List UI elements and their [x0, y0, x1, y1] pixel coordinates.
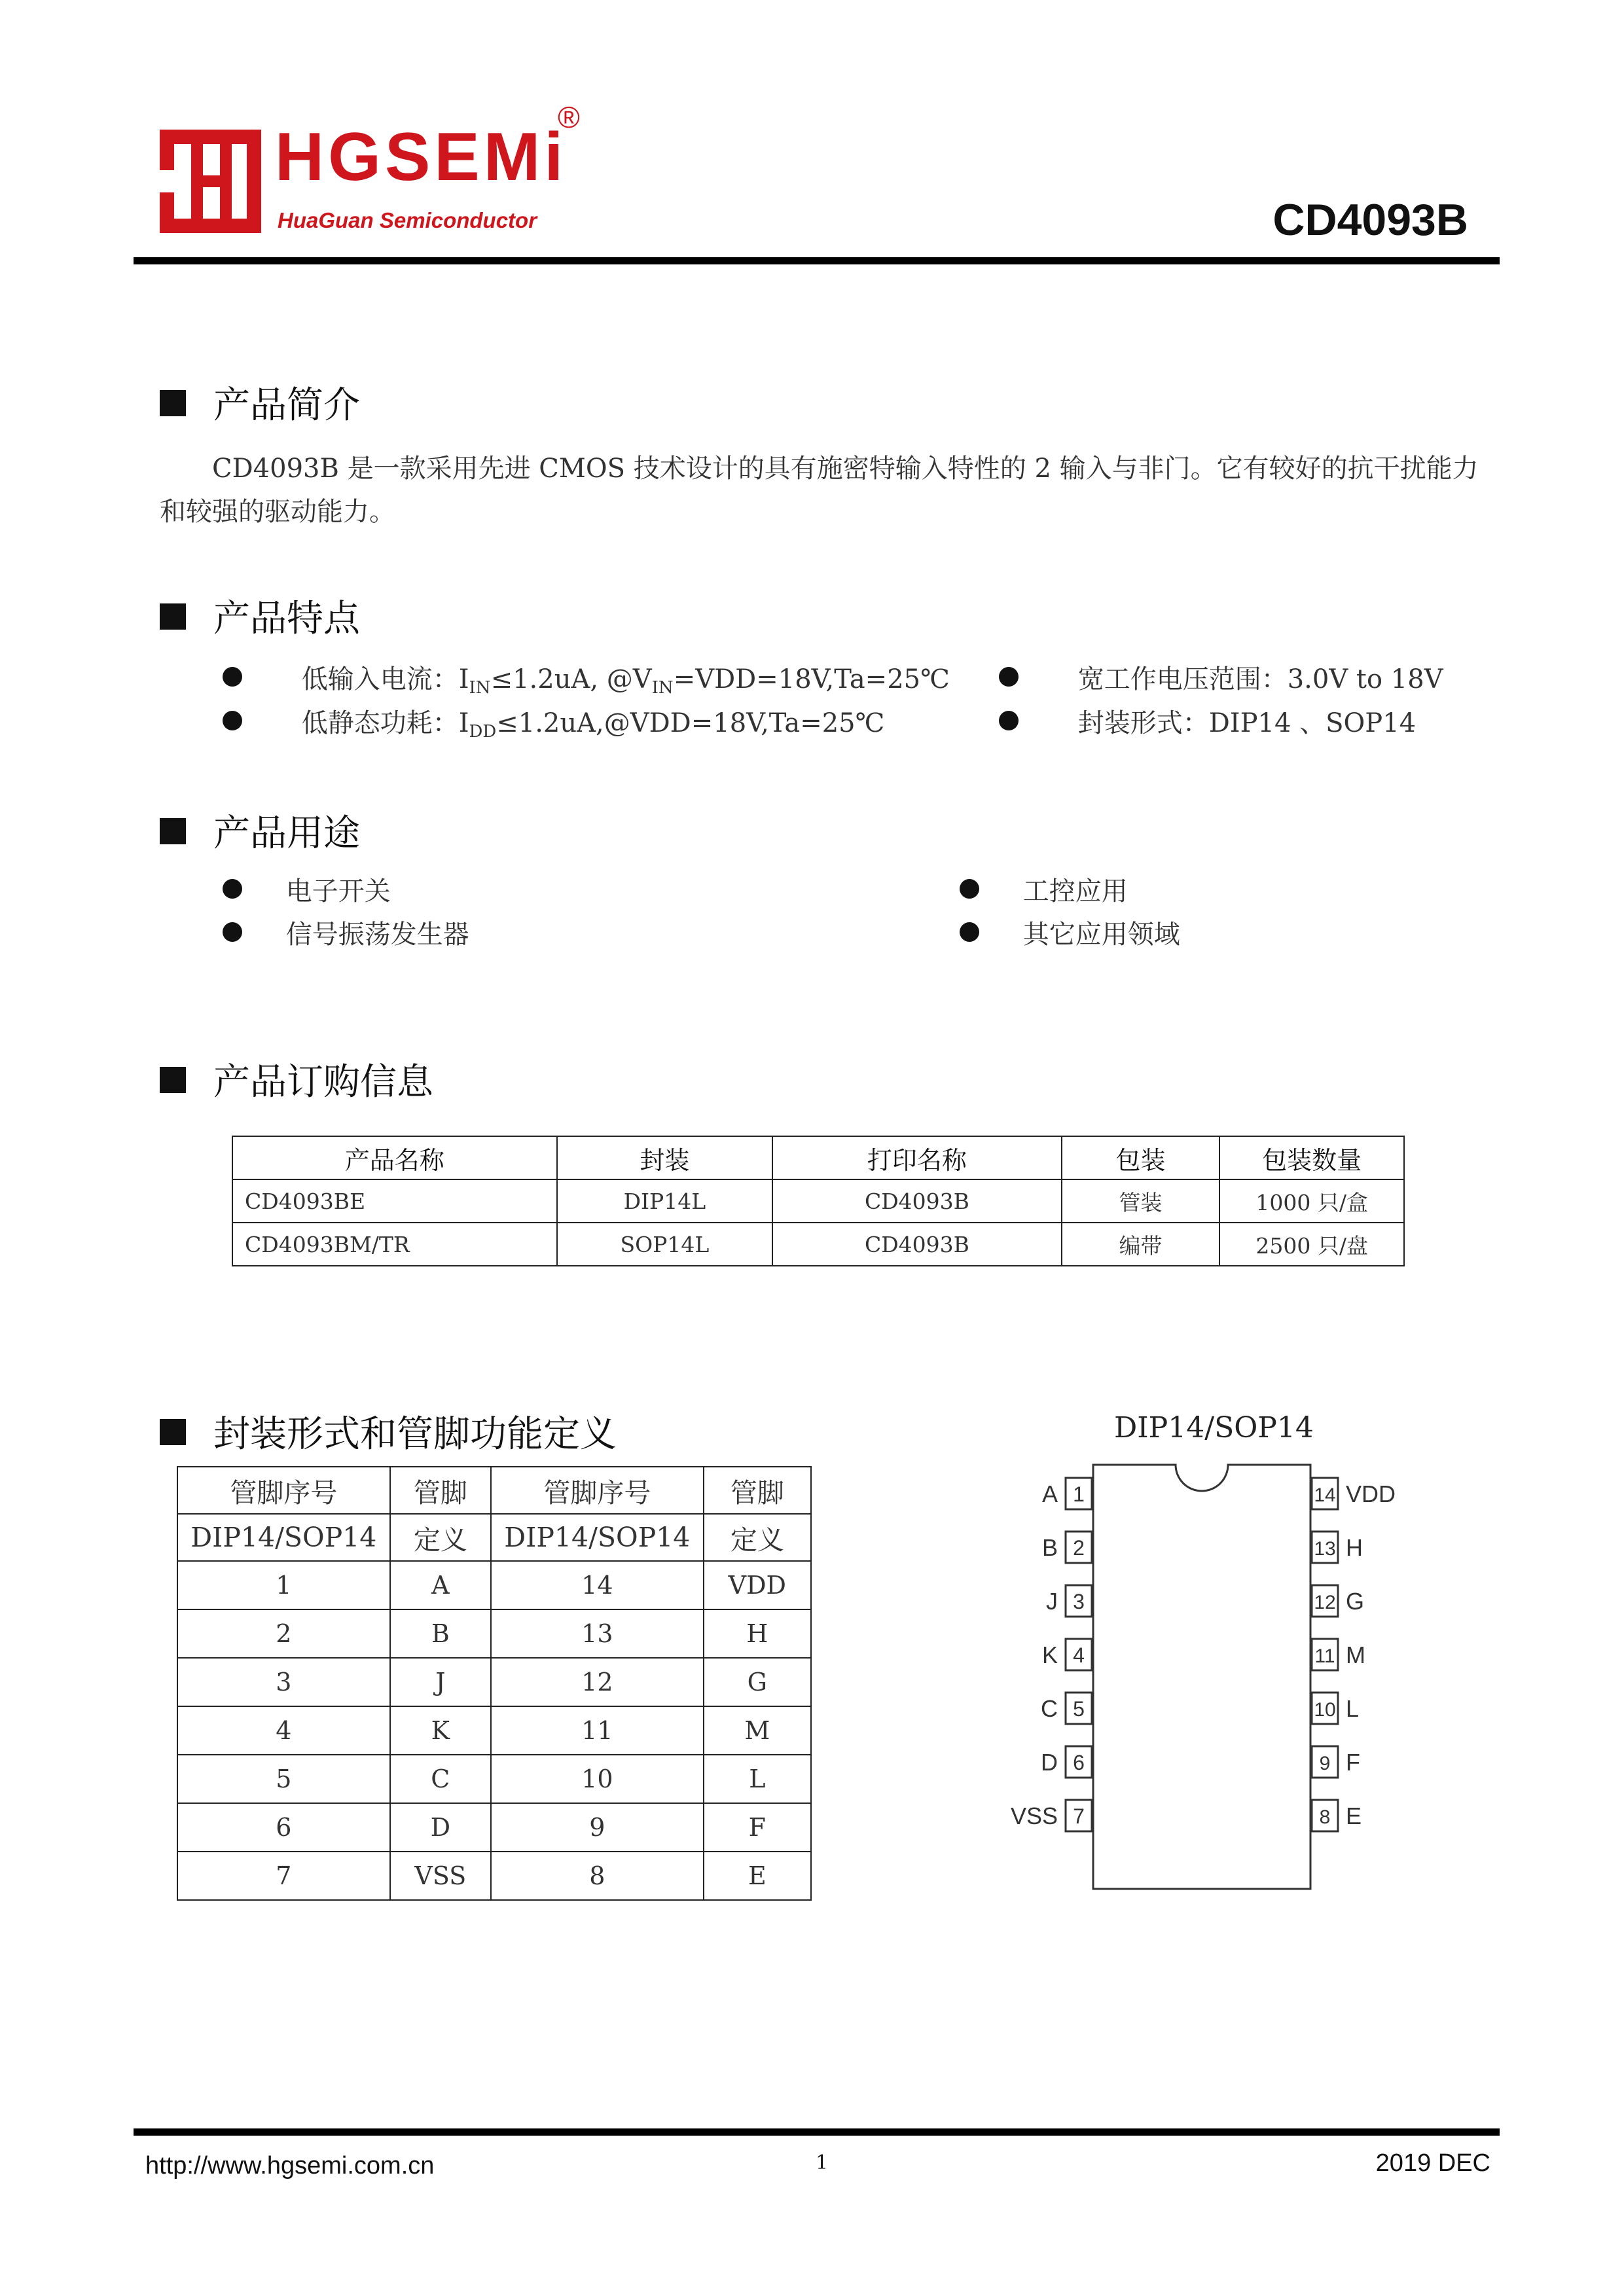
- table-row: [177, 1561, 811, 1609]
- pin-number: 6: [1073, 1751, 1085, 1774]
- table-cell: 7: [177, 1852, 390, 1900]
- pin-number: 11: [1314, 1645, 1335, 1667]
- brand-name: HGSEMi: [275, 119, 568, 195]
- chip-diagram-title: DIP14/SOP14: [1114, 1411, 1314, 1444]
- table-cell: 1000 只/盒: [1219, 1179, 1404, 1223]
- column-header: 定义: [704, 1514, 811, 1561]
- page-number: 1: [816, 2151, 829, 2174]
- footer-divider: [134, 2128, 1500, 2136]
- pin-label: C: [1041, 1695, 1058, 1722]
- pin-label: B: [1041, 1534, 1058, 1561]
- table-cell: C: [390, 1755, 491, 1803]
- square-bullet-icon: [160, 390, 186, 416]
- table-cell: CD4093B: [772, 1223, 1061, 1266]
- pin-label: J: [1046, 1588, 1058, 1615]
- table-row: [177, 1609, 811, 1658]
- table-cell: 14: [491, 1561, 704, 1609]
- pin-number: 4: [1073, 1643, 1085, 1667]
- table-cell: 11: [491, 1706, 704, 1755]
- table-row: [177, 1852, 811, 1900]
- pin-label: A: [1041, 1480, 1058, 1507]
- ordering-table: [232, 1136, 1405, 1266]
- pin-label: M: [1346, 1641, 1365, 1668]
- pin-number: 3: [1073, 1590, 1085, 1613]
- section-title-pinout: 封装形式和管脚功能定义: [160, 1416, 617, 1453]
- column-header: 打印名称: [772, 1136, 1061, 1179]
- table-cell: F: [704, 1803, 811, 1852]
- table-cell: 8: [491, 1852, 704, 1900]
- table-cell: 编带: [1062, 1223, 1220, 1266]
- table-cell: A: [390, 1561, 491, 1609]
- table-cell: K: [390, 1706, 491, 1755]
- bullet-icon: [223, 922, 242, 942]
- column-header: DIP14/SOP14: [177, 1514, 390, 1561]
- table-cell: 12: [491, 1658, 704, 1706]
- table-cell: 2500 只/盘: [1219, 1223, 1404, 1266]
- table-cell: VDD: [704, 1561, 811, 1609]
- table-cell: B: [390, 1609, 491, 1658]
- table-cell: 10: [491, 1755, 704, 1803]
- pin-definition-table: [177, 1466, 812, 1901]
- pin-number: 9: [1319, 1753, 1331, 1774]
- pin-label: K: [1041, 1641, 1058, 1668]
- table-header-row: [177, 1467, 811, 1514]
- column-header: 管脚序号: [177, 1467, 390, 1514]
- section-title-intro: 产品简介: [160, 387, 360, 424]
- table-cell: G: [704, 1658, 811, 1706]
- pin-label: F: [1346, 1749, 1360, 1776]
- column-header: 包装数量: [1219, 1136, 1404, 1179]
- table-cell: 3: [177, 1658, 390, 1706]
- bullet-icon: [999, 711, 1019, 730]
- section-title-ordering: 产品订购信息: [160, 1064, 433, 1101]
- table-cell: 5: [177, 1755, 390, 1803]
- pin-label: E: [1346, 1803, 1362, 1829]
- bullet-icon: [999, 667, 1019, 687]
- square-bullet-icon: [160, 603, 186, 630]
- column-header: 管脚: [704, 1467, 811, 1514]
- header-divider: [134, 257, 1500, 264]
- pin-number: 5: [1073, 1697, 1085, 1721]
- footer-website-link[interactable]: http://www.hgsemi.com.cn: [145, 2152, 435, 2179]
- application-item: 信号振荡发生器: [223, 922, 469, 948]
- table-cell: 4: [177, 1706, 390, 1755]
- pin-number: 12: [1314, 1592, 1336, 1613]
- table-header-row: [232, 1136, 1404, 1179]
- pin-number: 1: [1073, 1482, 1085, 1506]
- hgsemi-logo-icon: [160, 130, 261, 233]
- feature-item-input-current: 低输入电流：$I_{IN}\le 1.2uA$, $@V_{IN}=VDD=18V,Ta=25℃$: [223, 666, 950, 696]
- pin-label: G: [1346, 1588, 1365, 1615]
- pin-number: 2: [1073, 1536, 1085, 1560]
- feature-item-voltage-range: 宽工作电压范围：3.0V to 18V: [999, 666, 1443, 692]
- table-cell: CD4093BM/TR: [232, 1223, 557, 1266]
- pin-label: VSS: [1010, 1803, 1058, 1829]
- table-cell: DIP14L: [557, 1179, 773, 1223]
- table-row: [177, 1658, 811, 1706]
- table-cell: 2: [177, 1609, 390, 1658]
- table-cell: M: [704, 1706, 811, 1755]
- square-bullet-icon: [160, 818, 186, 844]
- table-row: [177, 1803, 811, 1852]
- part-number-title: CD4093B: [1272, 195, 1468, 245]
- pin-label: D: [1041, 1749, 1058, 1776]
- table-cell: J: [390, 1658, 491, 1706]
- table-cell: 1: [177, 1561, 390, 1609]
- chip-body-outline: [1093, 1465, 1310, 1889]
- table-cell: 管装: [1062, 1179, 1220, 1223]
- square-bullet-icon: [160, 1419, 186, 1445]
- table-cell: CD4093B: [772, 1179, 1061, 1223]
- bullet-icon: [223, 879, 242, 899]
- table-cell: L: [704, 1755, 811, 1803]
- section-title-features: 产品特点: [160, 601, 360, 637]
- table-cell: SOP14L: [557, 1223, 773, 1266]
- table-cell: D: [390, 1803, 491, 1852]
- table-cell: 13: [491, 1609, 704, 1658]
- column-header: 定义: [390, 1514, 491, 1561]
- bullet-icon: [223, 667, 242, 687]
- brand-subtitle: HuaGuan Semiconductor: [278, 208, 537, 232]
- section-title-applications: 产品用途: [160, 816, 360, 852]
- table-cell: E: [704, 1852, 811, 1900]
- pin-number: 8: [1319, 1806, 1331, 1828]
- pin-number: 13: [1314, 1538, 1336, 1560]
- bullet-icon: [960, 879, 979, 899]
- table-row: [177, 1755, 811, 1803]
- column-header: 管脚序号: [491, 1467, 704, 1514]
- column-header: DIP14/SOP14: [491, 1514, 704, 1561]
- pin-label: H: [1346, 1534, 1363, 1561]
- square-bullet-icon: [160, 1067, 186, 1093]
- bullet-icon: [960, 922, 979, 942]
- table-row: [232, 1179, 1404, 1223]
- registered-mark: ®: [558, 100, 580, 134]
- column-header: 管脚: [390, 1467, 491, 1514]
- column-header: 封装: [557, 1136, 773, 1179]
- pin-label: L: [1346, 1695, 1360, 1722]
- pin-number: 14: [1314, 1484, 1336, 1506]
- table-header-row: [177, 1514, 811, 1561]
- table-cell: CD4093BE: [232, 1179, 557, 1223]
- table-cell: 9: [491, 1803, 704, 1852]
- chip-pinout-diagram: [995, 1453, 1420, 1898]
- column-header: 包装: [1062, 1136, 1220, 1179]
- application-item: 电子开关: [223, 878, 391, 905]
- bullet-icon: [223, 711, 242, 730]
- table-cell: VSS: [390, 1852, 491, 1900]
- pin-number: 10: [1314, 1699, 1336, 1721]
- table-row: [177, 1706, 811, 1755]
- intro-paragraph: CD4093B 是一款采用先进 CMOS 技术设计的具有施密特输入特性的 2 输入与非门。它有较好的抗干扰能力和较强的驱动能力。: [160, 454, 1479, 527]
- footer-date: 2019 DEC: [1375, 2149, 1490, 2177]
- table-row: [232, 1223, 1404, 1266]
- column-header: 产品名称: [232, 1136, 557, 1179]
- application-item: 其它应用领域: [960, 922, 1180, 948]
- table-cell: H: [704, 1609, 811, 1658]
- application-item: 工控应用: [960, 878, 1128, 905]
- pin-label: VDD: [1346, 1480, 1396, 1507]
- table-cell: 6: [177, 1803, 390, 1852]
- pin-number: 7: [1073, 1804, 1085, 1828]
- feature-item-quiescent-power: 低静态功耗：$I_{DD}\le 1.2uA,@VDD=18V,Ta=25℃$: [223, 710, 884, 740]
- feature-item-package: 封装形式：DIP14 、SOP14: [999, 710, 1416, 736]
